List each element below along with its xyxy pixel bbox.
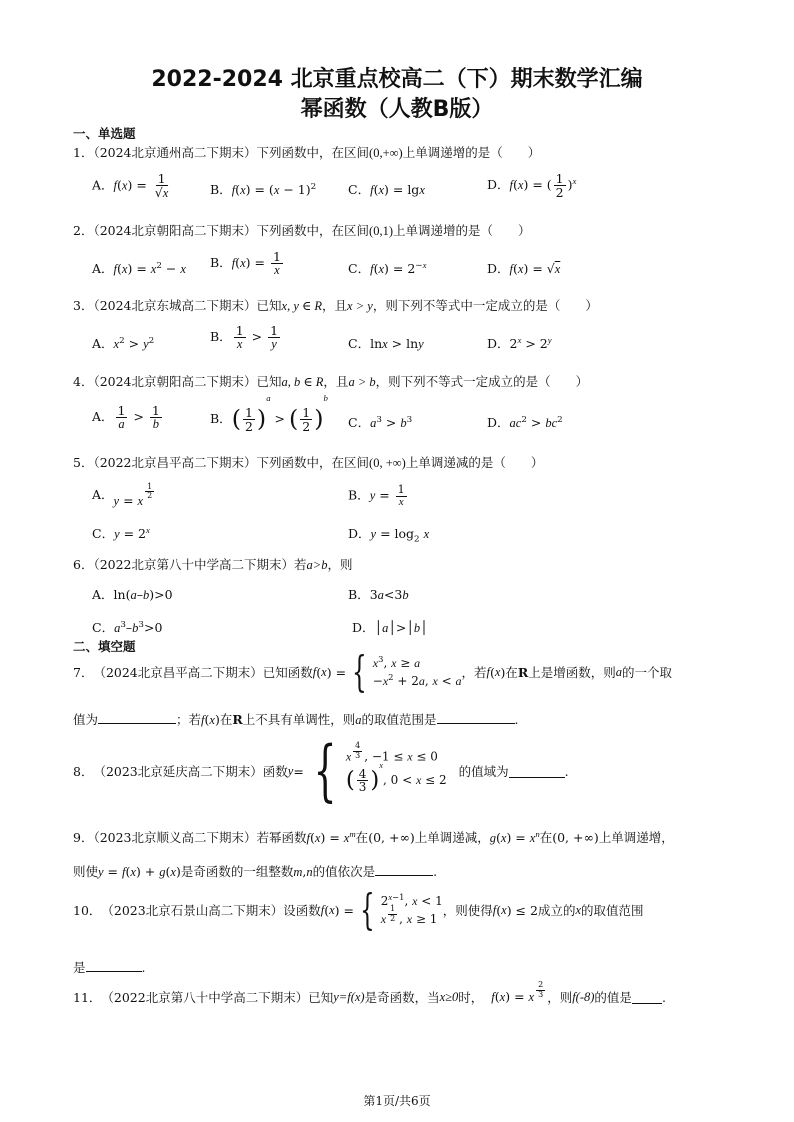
question-7-line2: 值为 ；若f(x)在R上不具有单调性，则a的取值范围是 . — [73, 712, 519, 727]
q1-option-a[interactable]: A．f(x) = $\frac{1}{√x}$ — [92, 171, 169, 201]
q3-option-b[interactable]: B． $\frac{1}{x}$ > $\frac{1}{y}$ — [210, 323, 279, 352]
q5-option-d[interactable]: D．$y = \log_2 x$ — [348, 526, 430, 545]
q1-option-c[interactable]: C．f(x) = lgx — [348, 182, 425, 197]
question-6: 6．（2022北京第八十中学高二下期末）若a>b，则 — [73, 557, 353, 572]
section-heading-fill-blank: 二、填空题 — [73, 639, 136, 654]
doc-title-line2: 幂函数（人教B版） — [300, 97, 494, 122]
page-footer: 第1页/共6页 — [363, 1094, 431, 1108]
question-1: 1．（2024北京通州高二下期末）下列函数中，在区间(0,+∞)上单调递增的是（ ） — [73, 145, 541, 160]
question-2: 2．（2024北京朝阳高二下期末）下列函数中，在区间(0,1)上单调递增的是（ ） — [73, 223, 531, 238]
q6-option-b[interactable]: B．3a<3b — [348, 587, 409, 602]
question-5: 5．（2022北京昌平高二下期末）下列函数中，在区间(0, +∞)上单调递减的是（ ） — [73, 455, 544, 470]
q7-blank-1[interactable] — [98, 711, 176, 724]
q5-option-a[interactable]: A．y = x $\frac{1}{2}$ — [92, 481, 153, 508]
q2-option-d[interactable]: D．f(x) = √x — [487, 261, 561, 276]
question-9: 9．（2023北京顺义高二下期末）若幂函数$f(x) = x^m$在(0, +∞)上单调递减，$g(x) = x^n$在(0, +∞)上单调递增， — [73, 828, 674, 845]
q8-blank[interactable] — [509, 765, 565, 778]
q5-option-c[interactable]: C．$y = 2^x$ — [92, 524, 150, 541]
q3-option-d[interactable]: D．$2^x > 2^y$ — [487, 334, 552, 351]
question-10-line2: 是 . — [73, 960, 146, 975]
question-7: 7． （2024北京昌平高二下期末） 已知函数 f ( x ) = { $x^3$, x ≥ a $-x^2 + 2a$, x < a ，若 f ( x ) 在 R 上是增函数，则 a 的一个取 — [73, 647, 673, 696]
q4-option-c[interactable]: C．$a^3 > b^3$ — [348, 414, 413, 430]
q3-option-c[interactable]: C．lnx > lny — [348, 336, 424, 351]
q4-option-b[interactable]: B．( $\frac{1}{2}$ )$^a$ > ( $\frac{1}{2}$ )$^b$ — [210, 393, 328, 434]
q4-option-d[interactable]: D．$ac^2 > bc^2$ — [487, 414, 563, 430]
question-10: 10． （2023北京石景山高二下期末） 设函数 f ( x ) = { $2^{x-1}$, x < 1 x $\frac{1}{2}$ , x ≥ 1 ，则使得 f ( x ) ≤ 2 成立的 x 的取值范围 — [73, 885, 644, 934]
question-3: 3．（2024北京东城高二下期末）已知x, y ∈ R，且x > y，则下列不等式中一定成立的是（ ） — [73, 298, 598, 313]
q5-option-b[interactable]: B．y = $\frac{1}{x}$ — [348, 483, 405, 508]
q1-option-b[interactable]: B．$f(x) = (x - 1)^2$ — [210, 181, 317, 197]
q6-option-c[interactable]: C．$a^3-b^3>0$ — [92, 619, 163, 635]
q1-option-d[interactable]: D．f(x) = ( $\frac{1}{2}$ )$^x$ — [487, 171, 577, 201]
q9-blank[interactable] — [375, 863, 433, 876]
question-9-line2: 则使y = f(x) + g(x)是奇函数的一组整数m,n的值依次是 . — [73, 864, 438, 879]
q2-option-b[interactable]: B．f(x) = $\frac{1}{x}$ — [210, 249, 281, 278]
question-4: 4．（2024北京朝阳高二下期末）已知a, b ∈ R，且a > b，则下列不等式一定成立的是（ ） — [73, 374, 589, 389]
q4-option-a[interactable]: A． $\frac{1}{a}$ > $\frac{1}{b}$ — [92, 403, 160, 432]
section-heading-single-choice: 一、单选题 — [73, 126, 136, 141]
q10-blank[interactable] — [86, 959, 142, 972]
q6-option-a[interactable]: A．ln(a–b)>0 — [92, 587, 173, 602]
question-8: 8． （2023北京延庆高二下期末） 函数 y = { x $\frac{4}{3}$ , −1 ≤ x ≤ 0 ( $\frac{4}{3}$ )$^x$, 0 < x ≤ 2 的值域为 . — [73, 732, 569, 809]
q2-option-c[interactable]: C．$f(x) = 2^{-x}$ — [348, 259, 427, 276]
q6-option-d[interactable]: D．│a│>│b│ — [352, 620, 428, 635]
q3-option-a[interactable]: A．$x^2 > y^2$ — [92, 335, 155, 351]
doc-title-line1: 2022-2024 北京重点校高二（下）期末数学汇编 — [151, 67, 643, 92]
question-11: 11． （2022北京第八十中学高二下期末） 已知 y=f(x) 是奇函数，当 x≥0 时， f(x) = x $\frac{2}{3}$ ，则 f(-8) 的值是 . — [73, 980, 666, 1005]
q11-blank[interactable] — [632, 991, 662, 1004]
q7-blank-2[interactable] — [437, 711, 515, 724]
q2-option-a[interactable]: A．$f(x) = x^2 - x$ — [92, 260, 186, 276]
